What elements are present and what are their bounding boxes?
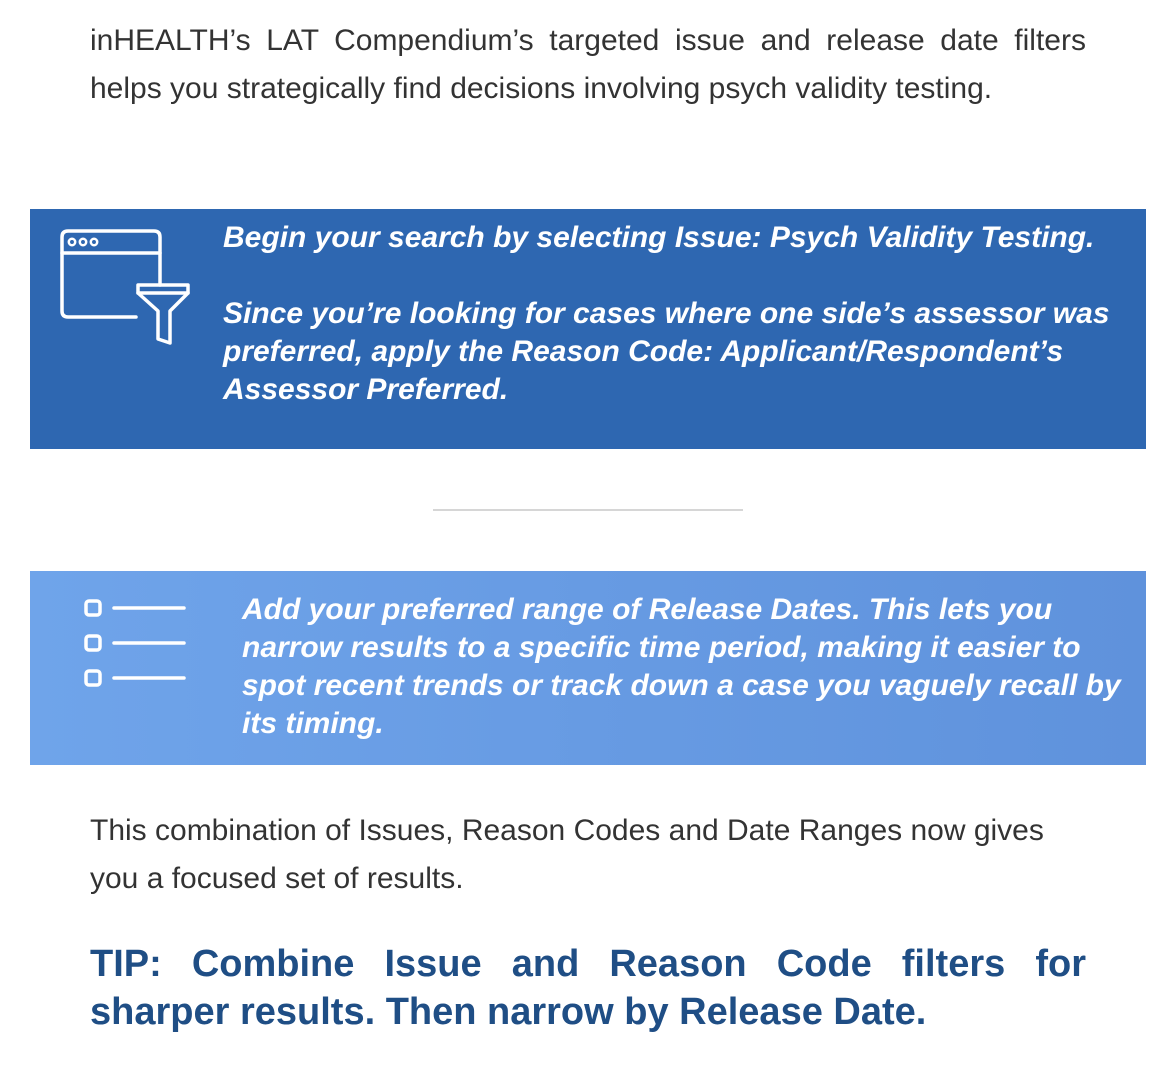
step-one-paragraph-issue: Begin your search by selecting Issue: Psych Validity Testing. [223,221,1095,254]
step-one-text [223,219,1123,409]
step-two-callout [30,571,1146,765]
browser-filter-icon [60,229,192,355]
checklist-icon [84,599,188,689]
section-divider [433,509,743,511]
step-one-callout [30,209,1146,449]
intro-paragraph: inHEALTH’s LAT Compendium’s targeted issue and release date filters helps you strategically find decisions involving psych validity testing. [90,24,1086,105]
step-two-text: Add your preferred range of Release Dates. This lets you narrow results to a specific time period, making it easier to spot recent trends or track down a case you vaguely recall by its timing. [242,593,1121,740]
summary-paragraph: This combination of Issues, Reason Codes and Date Ranges now gives you a focused set of results. [90,814,1044,895]
tip-heading: TIP: Combine Issue and Reason Code filters for sharper results. Then narrow by Release Date. [90,943,1086,1033]
step-one-paragraph-reason-code: Since you’re looking for cases where one side’s assessor was preferred, apply the Reason Code: Applicant/Respondent’s Assessor Preferred. [223,297,1110,406]
